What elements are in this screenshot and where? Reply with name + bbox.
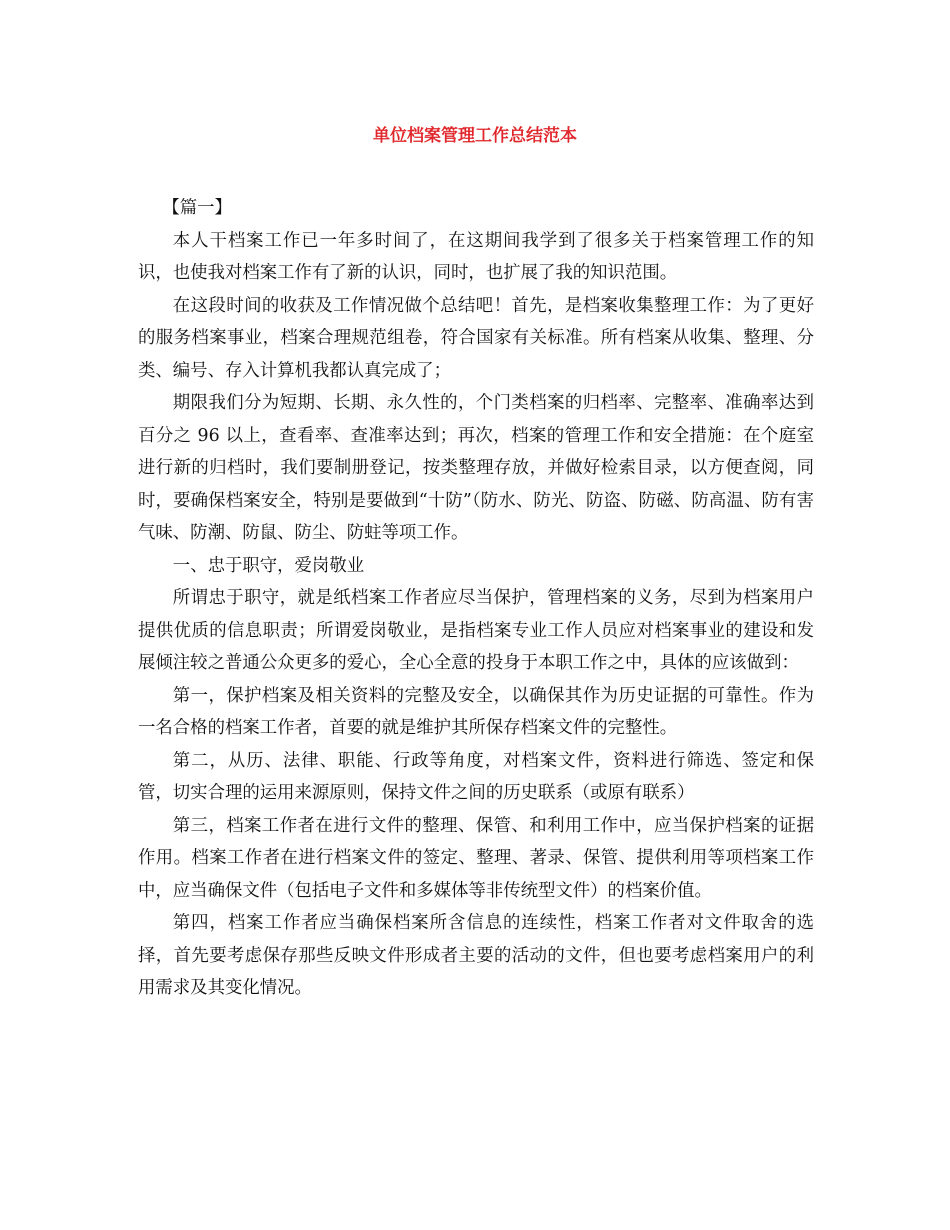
section-label: 【篇一】 <box>162 198 232 218</box>
heading-loyalty-dedication: 一、忠于职守，爱岗敬业 <box>172 555 365 576</box>
paragraph-point-second: 第二，从历、法律、职能、行政等角度，对档案文件，资料进行筛选、签定和保管，切实合理的运用来源原则，保持文件之间的历史联系（或原有联系） <box>138 750 814 803</box>
paragraph-loyalty-definition: 所谓忠于职守，就是纸档案工作者应尽当保护，管理档案的义务，尽到为档案用户提供优质的信息职责；所谓爱岗敬业，是指档案专业工作人员应对档案事业的建设和发展倾注较之普通公众更多的爱心，全心全意的投身于本职工作之中，具体的应该做到： <box>138 588 814 673</box>
document-body <box>138 192 814 1005</box>
paragraph-point-fourth: 第四，档案工作者应当确保档案所含信息的连续性，档案工作者对文件取舍的选择，首先要考虑保存那些反映文件形成者主要的活动的文件，但也要考虑档案用户的利用需求及其变化情况。 <box>138 913 814 998</box>
paragraph-retention-and-safety: 期限我们分为短期、长期、永久性的，个门类档案的归档率、完整率、准确率达到百分之 96 以上，查看率、查准率达到；再次，档案的管理工作和安全措施：在个庭室进行新的归档时，我们要制册登记，按类整理存放，并做好检索目录，以方便查阅，同时，要确保档案安全，特别是要做到“十防”（防水、防光、防盗、防磁、防高温、防有害气味、防潮、防鼠、防尘、防蛀等项工作。 <box>138 393 814 543</box>
paragraph-collection-work: 在这段时间的收获及工作情况做个总结吧！首先，是档案收集整理工作：为了更好的服务档案事业，档案合理规范组卷，符合国家有关标准。所有档案从收集、整理、分类、编号、存入计算机我都认真完成了； <box>138 295 814 381</box>
document-title: 单位档案管理工作总结范本 <box>373 126 577 146</box>
paragraph-intro: 本人干档案工作已一年多时间了，在这期间我学到了很多关于档案管理工作的知识，也使我对档案工作有了新的认识，同时，也扩展了我的知识范围。 <box>138 230 814 283</box>
paragraph-point-first: 第一，保护档案及相关资料的完整及安全，以确保其作为历史证据的可靠性。作为一名合格的档案工作者，首要的就是维护其所保存档案文件的完整性。 <box>138 685 814 738</box>
paragraph-point-third: 第三，档案工作者在进行文件的整理、保管、和利用工作中，应当保护档案的证据作用。档案工作者在进行档案文件的签定、整理、著录、保管、提供利用等项档案工作中，应当确保文件（包括电子文件和多媒体等非传统型文件）的档案价值。 <box>138 815 814 901</box>
